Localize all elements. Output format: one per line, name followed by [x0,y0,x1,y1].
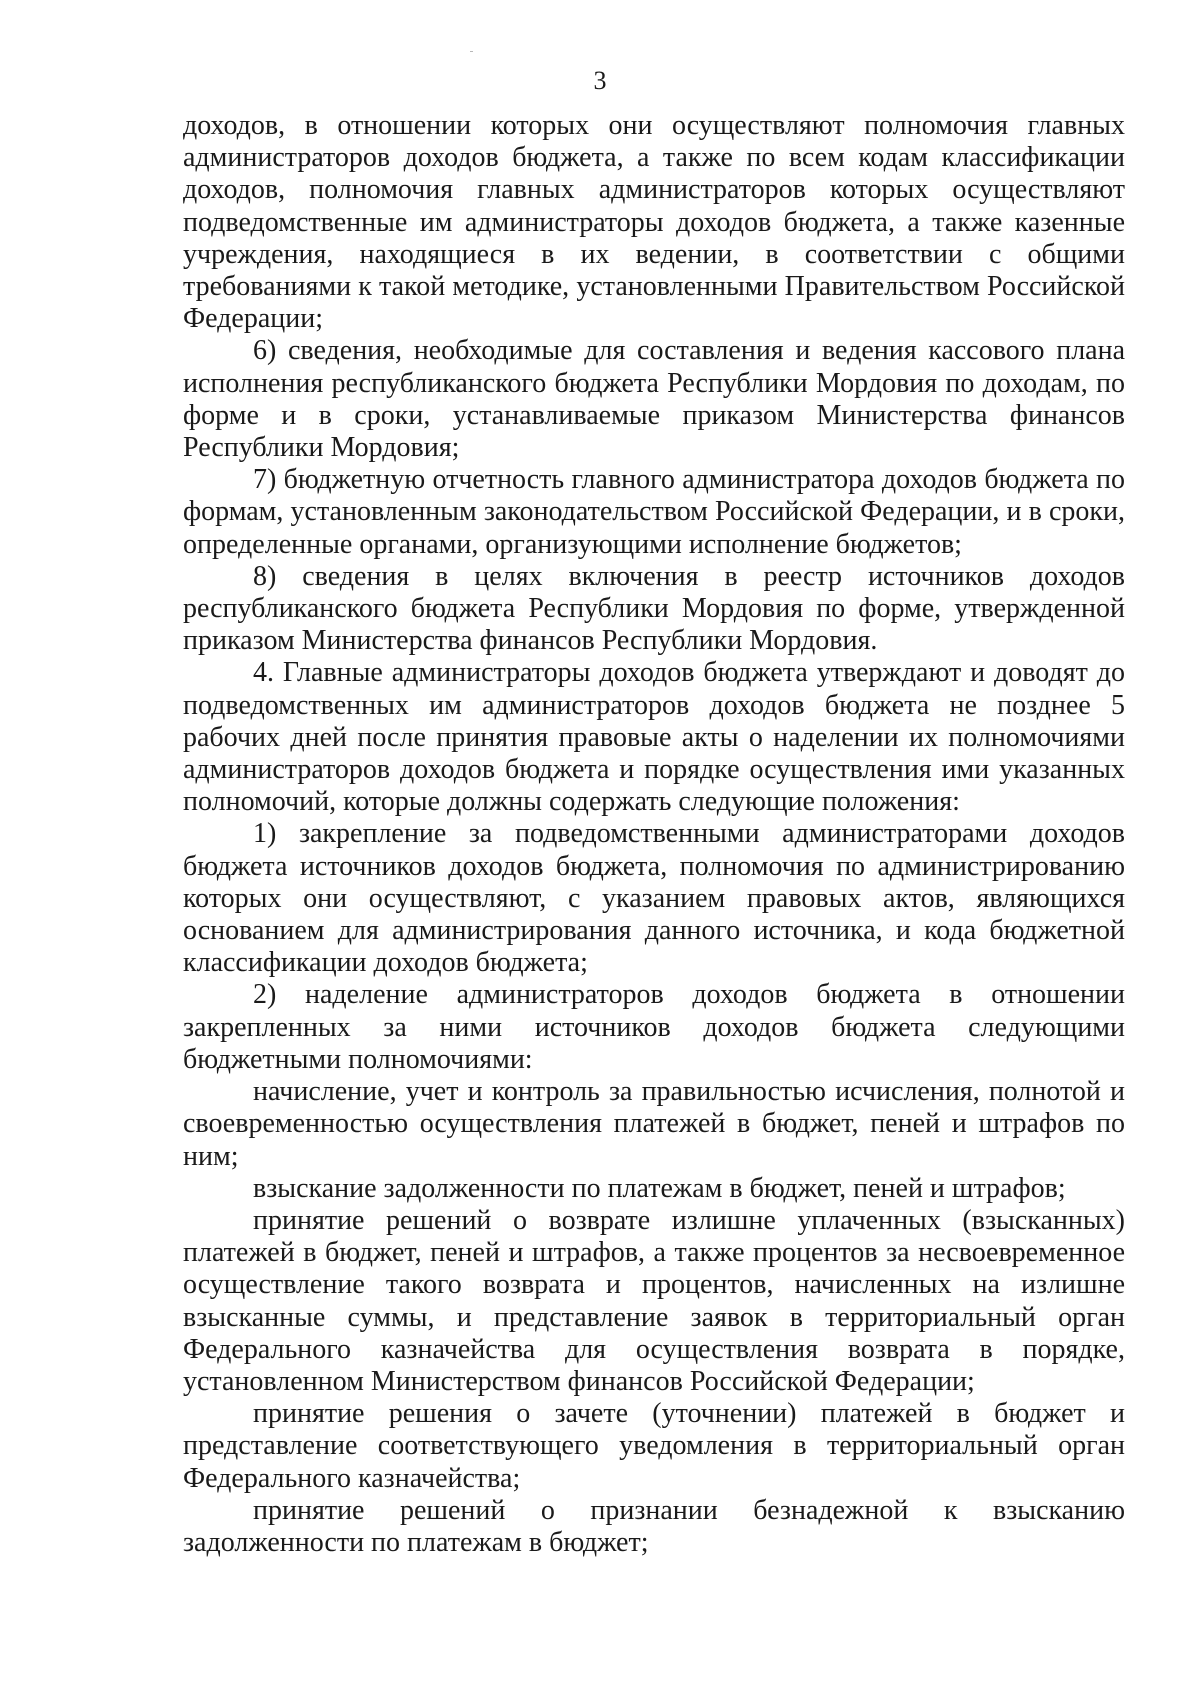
paragraph-item-7: 7) бюджетную отчетность главного администратора доходов бюджета по формам, установленным законодательством Российской Федерации, и в сроки, определенные органами, организующими исполнение бюджетов; [183,464,1125,560]
scan-speck [470,51,473,52]
paragraph-point-4-2: 2) наделение администраторов доходов бюджета в отношении закрепленных за ними источников доходов бюджета следующими бюджетными полномочиями: [183,979,1125,1075]
paragraph-power-offset: принятие решения о зачете (уточнении) платежей в бюджет и представление соответствующего уведомления в территориальный орган Федерального казначейства; [183,1398,1125,1494]
paragraph-power-recovery: взыскание задолженности по платежам в бюджет, пеней и штрафов; [253,1172,1066,1204]
paragraph-point-4: 4. Главные администраторы доходов бюджета утверждают и доводят до подведомственных им администраторов доходов бюджета не позднее 5 рабочих дней после принятия правовые акты о наделении их полномочиями администраторов доходов бюджета и порядке осуществления ими указанных полномочий, которые должны содержать следующие положения: [183,657,1125,818]
page-number: 3 [593,66,607,95]
paragraph-power-writeoff: принятие решений о признании безнадежной к взысканию задолженности по платежам в бюджет; [183,1494,1125,1558]
paragraph-continuation: доходов, в отношении которых они осуществляют полномочия главных администраторов доходов бюджета, а также по всем кодам классификации доходов, полномочия главных администраторов которых осуществляют подведомственные им администраторы доходов бюджета, а также казенные учреждения, находящиеся в их ведении, в соответствии с общими требованиями к такой методике, установленными Правительством Российской Федерации; [183,110,1125,335]
document-body [183,110,1125,1559]
paragraph-item-8: 8) сведения в целях включения в реестр источников доходов республиканского бюджета Республики Мордовия по форме, утвержденной приказом Министерства финансов Республики Мордовия. [183,560,1125,657]
paragraph-power-refund: принятие решений о возврате излишне уплаченных (взысканных) платежей в бюджет, пеней и штрафов, а также процентов за несвоевременное осуществление такого возврата и процентов, начисленных на излишне взысканные суммы, и представление заявок в территориальный орган Федерального казначейства для осуществления возврата в порядке, установленном Министерством финансов Российской Федерации; [183,1204,1125,1397]
paragraph-power-accrual: начисление, учет и контроль за правильностью исчисления, полнотой и своевременностью осуществления платежей в бюджет, пеней и штрафов по ним; [183,1076,1125,1172]
paragraph-point-4-1: 1) закрепление за подведомственными администраторами доходов бюджета источников доходов бюджета, полномочия по администрированию которых они осуществляют, с указанием правовых актов, являющихся основанием для администрирования данного источника, и кода бюджетной классификации доходов бюджета; [183,818,1125,979]
paragraph-item-6: 6) сведения, необходимые для составления и ведения кассового плана исполнения республиканского бюджета Республики Мордовия по доходам, по форме и в сроки, устанавливаемые приказом Министерства финансов Республики Мордовия; [183,335,1125,464]
